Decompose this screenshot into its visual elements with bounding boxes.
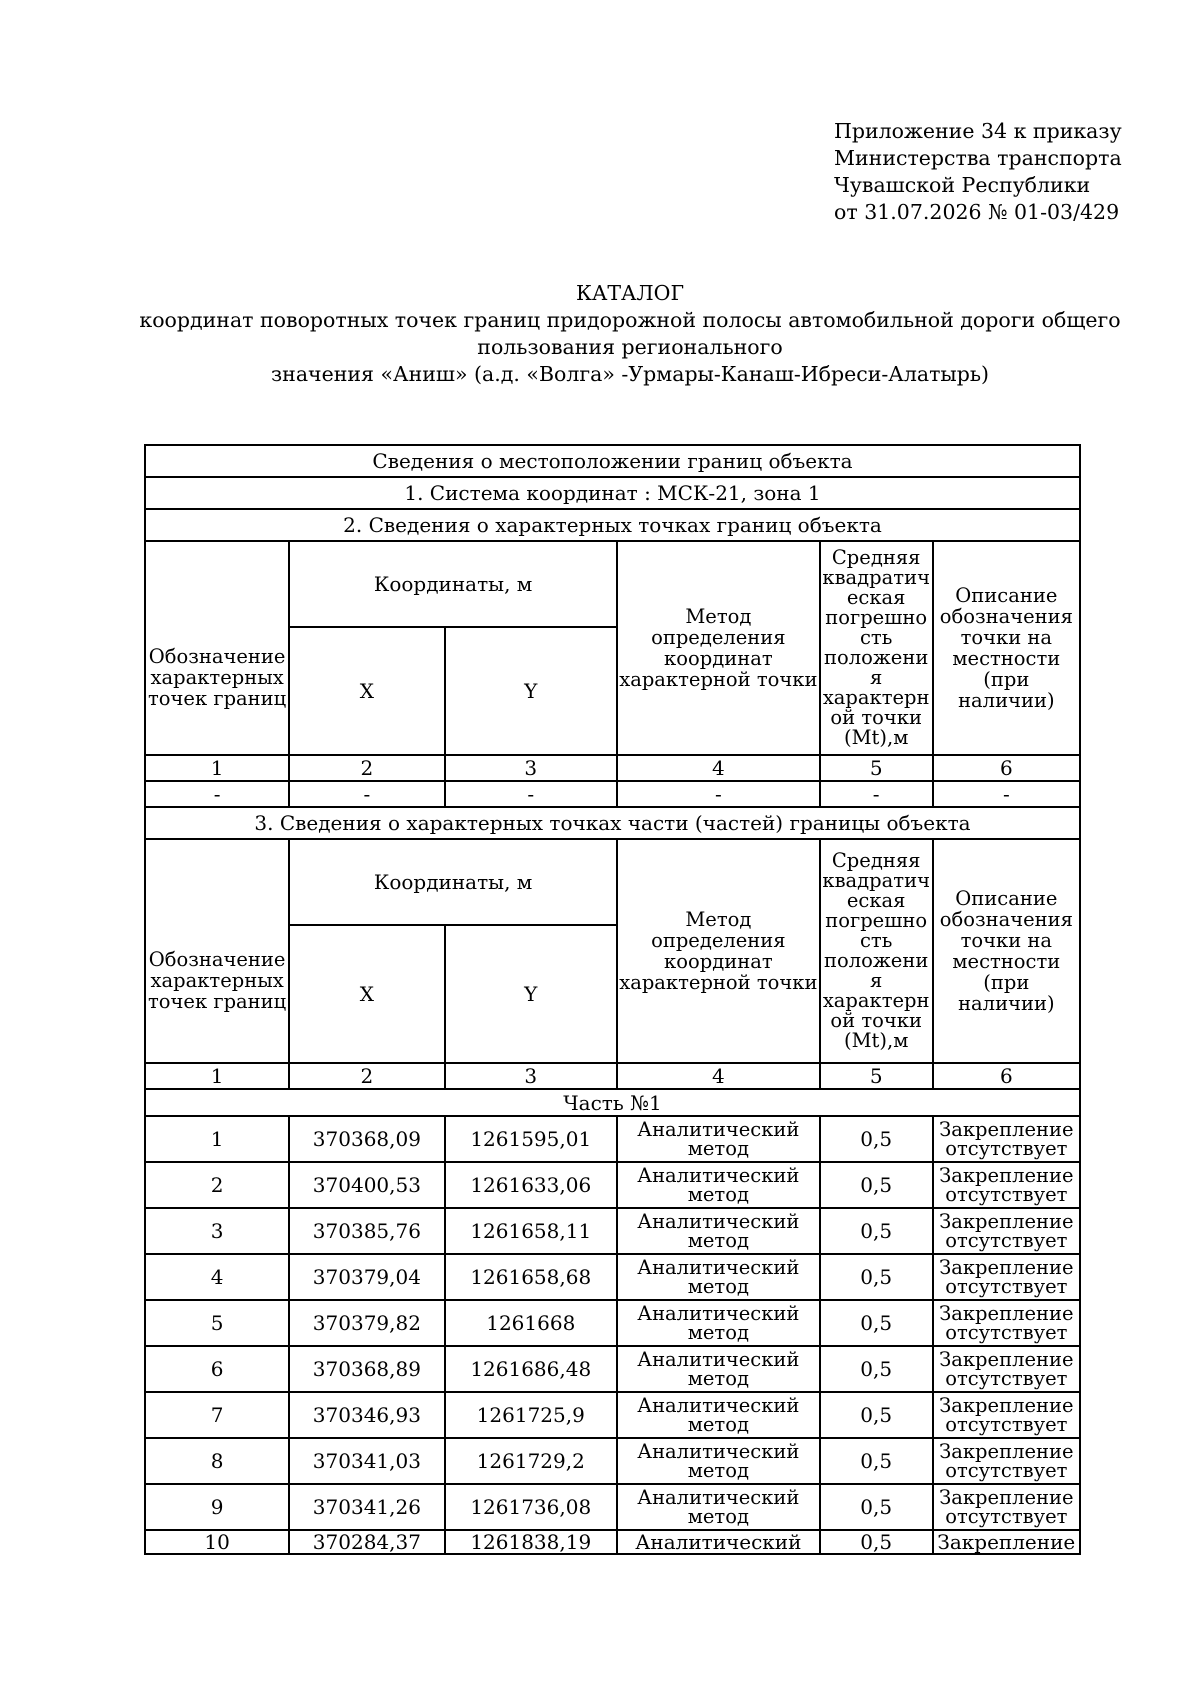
method-text: метод (687, 1183, 749, 1206)
table-row (145, 1116, 1080, 1162)
description-text: Закрепление (939, 1302, 1074, 1325)
header-coordinates: Координаты, м (289, 541, 617, 627)
x-coordinate: 370341,03 (289, 1438, 444, 1484)
column-number: 5 (820, 755, 933, 781)
empty-cell: - (820, 781, 933, 807)
column-number: 4 (617, 755, 820, 781)
column-number: 4 (617, 1063, 820, 1089)
table-row (145, 1438, 1080, 1484)
empty-cell: - (289, 781, 444, 807)
empty-cell: - (145, 781, 289, 807)
method-text: Аналитический (637, 1256, 800, 1279)
header-description (933, 541, 1080, 755)
x-coordinate: 370346,93 (289, 1392, 444, 1438)
description (933, 1254, 1080, 1300)
column-number: 2 (289, 1063, 444, 1089)
y-coordinate: 1261658,11 (445, 1208, 617, 1254)
point-number: 10 (145, 1530, 289, 1554)
y-coordinate: 1261633,06 (445, 1162, 617, 1208)
method (617, 1392, 820, 1438)
header-text: (при (983, 971, 1030, 994)
header-designation (145, 839, 289, 1063)
table-row (145, 1530, 1080, 1554)
y-coordinate: 1261686,48 (445, 1346, 617, 1392)
header-text: наличии) (958, 992, 1055, 1015)
mean-error: 0,5 (820, 1116, 933, 1162)
header-text: точки на (960, 626, 1053, 649)
method (617, 1438, 820, 1484)
method-text: метод (687, 1459, 749, 1482)
mean-error: 0,5 (820, 1208, 933, 1254)
description (933, 1300, 1080, 1346)
x-coordinate: 370400,53 (289, 1162, 444, 1208)
coordinate-system: 1. Система координат : МСК-21, зона 1 (145, 477, 1080, 509)
method-text: Аналитический (637, 1440, 800, 1463)
table-row (145, 1208, 1080, 1254)
method-text: Аналитический (637, 1118, 800, 1141)
header-text: характерной точки (619, 668, 818, 691)
appendix-line: Приложение 34 к приказу (834, 119, 1122, 143)
method (617, 1300, 820, 1346)
header-text: погрешно (825, 909, 928, 932)
method (617, 1346, 820, 1392)
mean-error: 0,5 (820, 1300, 933, 1346)
header-text: характерной точки (619, 971, 818, 994)
description-text: отсутствует (945, 1459, 1068, 1482)
mean-error: 0,5 (820, 1346, 933, 1392)
point-number: 6 (145, 1346, 289, 1392)
method-text: метод (687, 1229, 749, 1252)
x-coordinate: 370379,04 (289, 1254, 444, 1300)
header-text: Средняя (831, 546, 921, 569)
header-description (933, 839, 1080, 1063)
point-number: 8 (145, 1438, 289, 1484)
section3-title: 3. Сведения о характерных точках части (частей) границы объекта (145, 807, 1080, 839)
header-text: квадратич (822, 869, 930, 892)
table-row (145, 1346, 1080, 1392)
point-number: 5 (145, 1300, 289, 1346)
header-text: я (870, 969, 883, 992)
description-text: отсутствует (945, 1183, 1068, 1206)
point-number: 1 (145, 1116, 289, 1162)
header-text: Описание (955, 887, 1058, 910)
header-text: точек границ (148, 686, 287, 710)
x-coordinate: 370284,37 (289, 1530, 444, 1554)
header-y: Y (445, 925, 617, 1063)
method (617, 1162, 820, 1208)
table-row (145, 1484, 1080, 1530)
header-error (820, 541, 933, 755)
header-text: ой точки (830, 706, 922, 729)
title-line: значения «Аниш» (а.д. «Волга» -Урмары-Канаш-Ибреси-Алатырь) (270, 362, 990, 386)
header-y: Y (445, 627, 617, 755)
x-coordinate: 370385,76 (289, 1208, 444, 1254)
description-text: Закрепление (939, 1164, 1074, 1187)
method: Аналитический (617, 1530, 820, 1554)
header-text: (при (983, 668, 1030, 691)
description-text: отсутствует (945, 1275, 1068, 1298)
description (933, 1484, 1080, 1530)
description (933, 1346, 1080, 1392)
header-text: определения (651, 929, 786, 952)
description-text: отсутствует (945, 1321, 1068, 1344)
x-coordinate: 370341,26 (289, 1484, 444, 1530)
header-designation (145, 541, 289, 755)
header-text: характерн (822, 686, 930, 709)
mean-error: 0,5 (820, 1392, 933, 1438)
header-coordinates: Координаты, м (289, 839, 617, 925)
header-text: характерных (150, 968, 284, 992)
description-text: Закрепление (939, 1256, 1074, 1279)
y-coordinate: 1261595,01 (445, 1116, 617, 1162)
table-row (145, 1392, 1080, 1438)
method-text: Аналитический (637, 1348, 800, 1371)
header-text: характерн (822, 989, 930, 1012)
description-text: Закрепление (939, 1210, 1074, 1233)
method-text: Аналитический (637, 1394, 800, 1417)
coordinates-table (144, 444, 1081, 1555)
header-text: обозначения (939, 908, 1073, 931)
header-text: местности (952, 647, 1061, 670)
x-coordinate: 370368,09 (289, 1116, 444, 1162)
column-number: 5 (820, 1063, 933, 1089)
description-text: отсутствует (945, 1413, 1068, 1436)
mean-error: 0,5 (820, 1438, 933, 1484)
appendix-line: Чувашской Республики (834, 173, 1091, 197)
method-text: Аналитический (637, 1164, 800, 1187)
point-number: 7 (145, 1392, 289, 1438)
header-text: точек границ (148, 989, 287, 1013)
y-coordinate: 1261658,68 (445, 1254, 617, 1300)
description-text: отсутствует (945, 1137, 1068, 1160)
header-text: (Mt),м (843, 726, 909, 749)
header-text: местности (952, 950, 1061, 973)
header-text: Описание (955, 584, 1058, 607)
header-text: квадратич (822, 566, 930, 589)
method-text: метод (687, 1137, 749, 1160)
description-text: Закрепление (939, 1486, 1074, 1509)
mean-error: 0,5 (820, 1484, 933, 1530)
y-coordinate: 1261736,08 (445, 1484, 617, 1530)
header-text: Средняя (831, 849, 921, 872)
header-text: положени (824, 949, 929, 972)
mean-error: 0,5 (820, 1254, 933, 1300)
description (933, 1392, 1080, 1438)
description (933, 1162, 1080, 1208)
header-text: погрешно (825, 606, 928, 629)
header-text: сть (860, 929, 893, 952)
y-coordinate: 1261729,2 (445, 1438, 617, 1484)
header-text: характерных (150, 665, 284, 689)
title-line: координат поворотных точек границ придорожной полосы автомобильной дороги общего (139, 308, 1121, 332)
description-text: Закрепление (939, 1118, 1074, 1141)
y-coordinate: 1261725,9 (445, 1392, 617, 1438)
header-text: еская (846, 889, 906, 912)
section-title: Сведения о местоположении границ объекта (145, 445, 1080, 477)
column-number: 2 (289, 755, 444, 781)
description-text: Закрепление (939, 1394, 1074, 1417)
mean-error: 0,5 (820, 1530, 933, 1554)
header-text: ой точки (830, 1009, 922, 1032)
x-coordinate: 370379,82 (289, 1300, 444, 1346)
column-number: 6 (933, 1063, 1080, 1089)
method-text: Аналитический (637, 1302, 800, 1325)
header-text: я (870, 666, 883, 689)
column-number: 1 (145, 755, 289, 781)
description: Закрепление (933, 1530, 1080, 1554)
header-x: X (289, 925, 444, 1063)
header-text: положени (824, 646, 929, 669)
table-row (145, 1254, 1080, 1300)
description-text: Закрепление (939, 1440, 1074, 1463)
empty-cell: - (617, 781, 820, 807)
table-row (145, 1300, 1080, 1346)
point-number: 4 (145, 1254, 289, 1300)
header-text: наличии) (958, 689, 1055, 712)
x-coordinate: 370368,89 (289, 1346, 444, 1392)
column-number: 6 (933, 755, 1080, 781)
appendix-note (834, 118, 1122, 226)
description (933, 1116, 1080, 1162)
header-method (617, 839, 820, 1063)
header-text: сть (860, 626, 893, 649)
column-number: 1 (145, 1063, 289, 1089)
method-text: метод (687, 1505, 749, 1528)
document-title (110, 280, 1150, 388)
header-x: X (289, 627, 444, 755)
header-text: Метод (685, 908, 752, 931)
method-text: Аналитический (637, 1486, 800, 1509)
description (933, 1208, 1080, 1254)
y-coordinate: 1261668 (445, 1300, 617, 1346)
header-error (820, 839, 933, 1063)
y-coordinate: 1261838,19 (445, 1530, 617, 1554)
description-text: Закрепление (939, 1348, 1074, 1371)
table-row (145, 1162, 1080, 1208)
method (617, 1254, 820, 1300)
method-text: метод (687, 1275, 749, 1298)
method-text: метод (687, 1321, 749, 1344)
header-text: (Mt),м (843, 1029, 909, 1052)
part-label: Часть №1 (145, 1089, 1080, 1116)
title-line: пользования регионального (477, 335, 783, 359)
header-text: Метод (685, 605, 752, 628)
empty-cell: - (933, 781, 1080, 807)
method-text: метод (687, 1367, 749, 1390)
header-text: определения (651, 626, 786, 649)
title-heading: КАТАЛОГ (575, 281, 685, 305)
description-text: отсутствует (945, 1505, 1068, 1528)
method-text: Аналитический (637, 1210, 800, 1233)
section2-title: 2. Сведения о характерных точках границ объекта (145, 509, 1080, 541)
header-text: точки на (960, 929, 1053, 952)
header-text: координат (664, 950, 773, 973)
header-text: Обозначение (148, 644, 286, 668)
header-text: Обозначение (148, 947, 286, 971)
point-number: 3 (145, 1208, 289, 1254)
method-text: метод (687, 1413, 749, 1436)
method (617, 1208, 820, 1254)
mean-error: 0,5 (820, 1162, 933, 1208)
empty-cell: - (445, 781, 617, 807)
header-method (617, 541, 820, 755)
description-text: отсутствует (945, 1229, 1068, 1252)
appendix-line: от 31.07.2026 № 01-03/429 (834, 200, 1120, 224)
point-number: 9 (145, 1484, 289, 1530)
column-number: 3 (445, 755, 617, 781)
appendix-line: Министерства транспорта (834, 146, 1122, 170)
method (617, 1484, 820, 1530)
method (617, 1116, 820, 1162)
header-text: еская (846, 586, 906, 609)
header-text: обозначения (939, 605, 1073, 628)
description-text: отсутствует (945, 1367, 1068, 1390)
header-text: координат (664, 647, 773, 670)
column-number: 3 (445, 1063, 617, 1089)
point-number: 2 (145, 1162, 289, 1208)
description (933, 1438, 1080, 1484)
